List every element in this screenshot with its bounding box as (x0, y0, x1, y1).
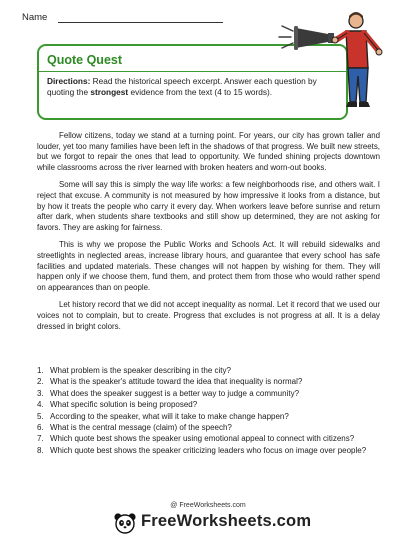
question-item (37, 412, 380, 422)
directions-before: Read the historical speech excerpt. Answer each question by quoting the (47, 76, 317, 97)
question-number: 5. (37, 411, 44, 421)
question-text: What is the central message (claim) of the speech? (50, 423, 232, 433)
question-number: 8. (37, 445, 44, 455)
question-item (37, 400, 380, 410)
speech-passage (37, 131, 380, 339)
name-label: Name (22, 12, 48, 23)
worksheet-title: Quote Quest (47, 53, 123, 67)
sound-lines-icon (279, 26, 293, 48)
question-text: Which quote best shows the speaker using emotional appeal to connect with citizens? (50, 434, 355, 444)
directions-after: evidence from the text (4 to 15 words). (128, 87, 273, 97)
question-text: What is the speaker's attitude toward the idea that inequality is normal? (50, 377, 303, 387)
name-line (58, 22, 223, 23)
question-item (37, 366, 380, 376)
question-number: 3. (37, 388, 44, 398)
question-number: 4. (37, 400, 44, 410)
site-logo (113, 511, 313, 535)
question-item (37, 446, 380, 456)
passage-paragraph-3: This is why we propose the Public Works and Schools Act. It will rebuild sidewalks and streetlights in neglected areas, increase library hours, and guarantee that every school has safe facilities and updated materials. These changes will not happen by wishing for them. They will happen only if we choose them, fund them, and protect them from those who would rather spend on appearances than on people. (37, 240, 380, 292)
footer-url: @ FreeWorksheets.com (170, 502, 246, 509)
megaphone-icon (294, 26, 334, 50)
directions-strong: strongest (90, 87, 129, 97)
question-item (37, 389, 380, 399)
question-list (37, 366, 380, 457)
panda-icon (113, 511, 137, 535)
passage-paragraph-2: Some will say this is simply the way life works: a few neighborhoods rise, and others wait. I reject that excuse. A community is not measured by how impressive it looks from a distance, but by how it treats the people who carry it every day. When workers leave before sunrise and return after dark, when students share textbooks and still show up determined, they are not asking for favors. They are asking for fairness. (37, 180, 380, 232)
question-text: What problem is the speaker describing in the city? (50, 366, 231, 375)
question-item (37, 423, 380, 433)
question-text: What does the speaker suggest is a better way to judge a community? (50, 388, 300, 398)
passage-paragraph-4: Let history record that we did not accept inequality as normal. Let it record that we used our voices not to complain, but to create. Progress that excludes is not progress at all. It is a delay dressed in bright colors. (37, 300, 380, 331)
question-number: 1. (37, 366, 44, 375)
logo-text: FreeWorksheets.com (141, 512, 312, 530)
question-text: What specific solution is being proposed? (50, 400, 198, 410)
question-item (37, 434, 380, 444)
question-number: 2. (37, 377, 44, 387)
megaphone-speaker-illustration (276, 4, 396, 116)
question-number: 7. (37, 434, 44, 444)
question-text: Which quote best shows the speaker criticizing leaders who focus on image over people? (50, 445, 367, 455)
passage-paragraph-1: Fellow citizens, today we stand at a turning point. For years, our city has grown taller and louder, yet too many families have been left in the shadows of that progress. We built new streets, but we forgot to repair the ones that lead to opportunity. We funded shining projects downtown while classrooms across the river learned with broken heaters and worn-out books. (37, 131, 380, 172)
question-number: 6. (37, 423, 44, 433)
question-item (37, 377, 380, 387)
name-row (22, 12, 47, 23)
question-text: According to the speaker, what will it take to make change happen? (50, 411, 289, 421)
directions-label: Directions: (47, 76, 91, 86)
